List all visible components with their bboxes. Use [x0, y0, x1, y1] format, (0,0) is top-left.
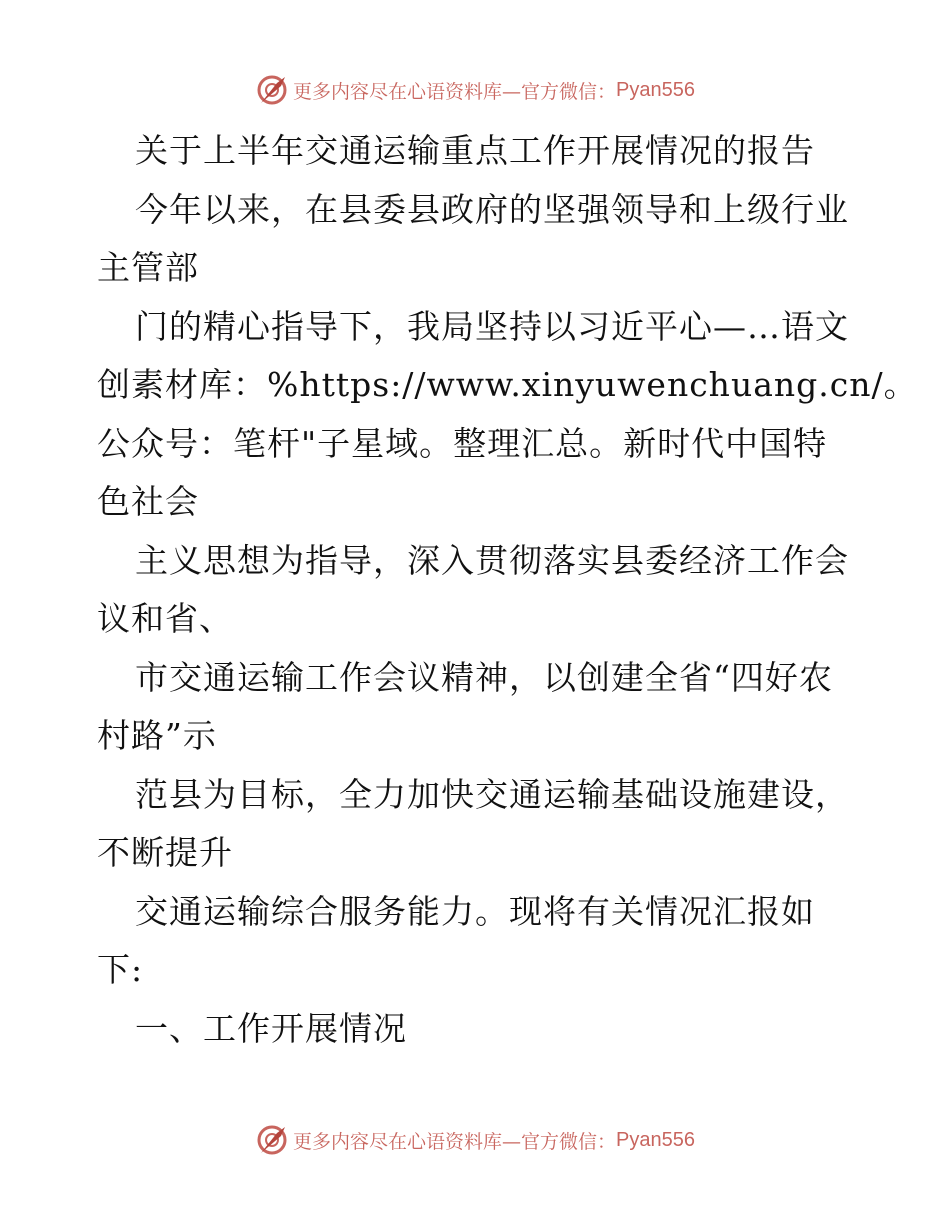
document-line: 交通运输综合服务能力。现将有关情况汇报如 [135, 891, 815, 931]
header-watermark-text: 更多内容尽在心语资料库—官方微信： [293, 80, 617, 103]
document-line: 一、工作开展情况 [135, 1008, 407, 1048]
footer-wechat-id: Pyan556 [616, 1128, 695, 1151]
document-line: 下: [97, 950, 144, 989]
document-line: 范县为目标，全力加快交通运输基础设施建设， [135, 774, 849, 814]
document-line: 创素材库：%https://www.xinyuwenchuang.cn/。 [97, 365, 918, 404]
document-title: 关于上半年交通运输重点工作开展情况的报告 [135, 131, 815, 170]
document-line: 不断提升 [97, 833, 233, 872]
document-line: 公众号：笔杆"子星域。整理汇总。新时代中国特 [97, 423, 828, 463]
header-wechat-id: Pyan556 [616, 78, 695, 101]
document-line: 村路”示 [97, 716, 217, 755]
document-line: 议和省、 [97, 599, 233, 638]
document-line: 主义思想为指导，深入贯彻落实县委经济工作会 [135, 540, 849, 580]
document-line: 色社会 [97, 482, 199, 521]
quill-logo-icon [255, 1123, 289, 1157]
header-watermark-banner [0, 70, 950, 110]
document-line: 市交通运输工作会议精神，以创建全省“四好农 [135, 657, 833, 697]
document-line: 今年以来，在县委县政府的坚强领导和上级行业 [135, 189, 849, 229]
document-line: 主管部 [97, 248, 199, 287]
document-body [97, 122, 918, 1058]
quill-logo-icon [255, 73, 289, 107]
document-line: 门的精心指导下，我局坚持以习近平心—…语文 [135, 306, 849, 346]
footer-watermark-text: 更多内容尽在心语资料库—官方微信： [293, 1130, 617, 1153]
footer-watermark-banner [0, 1120, 950, 1160]
